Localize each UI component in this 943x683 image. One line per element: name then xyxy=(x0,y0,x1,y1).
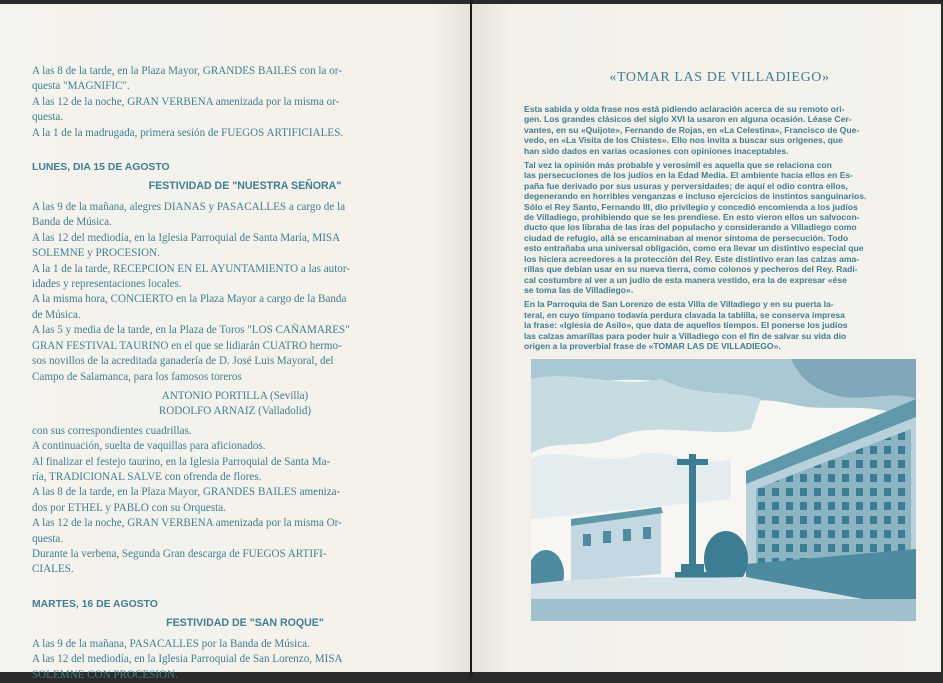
paragraph-2 xyxy=(524,160,915,295)
villadiego-photo xyxy=(531,359,916,621)
tuesday-schedule xyxy=(32,637,458,683)
text-line: Al finalizar el festejo taurino, en la Iglesia Parroquial de Santa Ma- xyxy=(32,455,331,468)
text-line: A continuación, suelta de vaquillas para aficionados. xyxy=(32,440,266,453)
torero-name: RODOLFO ARNAIZ (Valladolid) xyxy=(158,405,312,418)
text-line: rillas que debían usar en su nueva tierra, como colonos y pecheros del Rey. Radi- xyxy=(524,264,858,275)
text-line: A las 12 de la noche, GRAN VERBENA amenizada por la misma or- xyxy=(32,95,340,108)
text-line: la frase: «Iglesia de Asilo», que data de aquellos tiempos. El ponerse los judíos xyxy=(524,320,848,331)
text-line: paña fue derivado por sus usuras y perversidades; de aquí el odio contra ellos, xyxy=(524,180,848,191)
text-line: GRAN FESTIVAL TAURINO en el que se lidiarán CUATRO hermo- xyxy=(32,339,342,352)
text-line: A las 8 de la tarde, en la Plaza Mayor, GRANDES BAILES ameniza- xyxy=(32,486,341,499)
text-line: SOLEMNE y PROCESION. xyxy=(32,247,160,260)
day-heading-monday: LUNES, DIA 15 DE AGOSTO xyxy=(32,162,170,174)
text-line: A las 5 y media de la tarde, en la Plaza de Toros "LOS CAÑAMARES" xyxy=(32,324,350,337)
text-line: origen a la proverbial frase de «TOMAR LAS DE VILLADIEGO». xyxy=(524,340,781,351)
text-line: vantes, en su «Quijote», Fernando de Rojas, en «La Celestina», Francisco de Que- xyxy=(524,124,860,135)
text-line: SOLEMNE CON PROCESION. xyxy=(32,668,178,681)
text-line: Campo de Salamanca, para los famosos toreros xyxy=(32,370,242,383)
article-title: «TOMAR LAS DE VILLADIEGO» xyxy=(609,70,830,85)
text-line: questa "MAGNIFIC". xyxy=(32,80,130,93)
text-line: sos novillos de la acreditada ganadería de D. José Luis Mayoral, del xyxy=(32,355,334,368)
text-line: gen. Los grandes clásicos del siglo XVI la usaron en alguna ocasión. Léase Cer- xyxy=(524,114,852,125)
text-line: A las 9 de la mañana, alegres DIANAS y PASACALLES a cargo de la xyxy=(32,201,346,214)
text-line: degenerando en horribles venganzas e incluso ejercicios de instintos sanguinarios. xyxy=(524,191,867,202)
text-line: CIALES. xyxy=(32,563,74,576)
text-line: Sólo el Rey Santo, Fernando III, dio privilegio y concedió encomienda a los judíos xyxy=(524,201,858,212)
left-page xyxy=(0,4,470,681)
right-page xyxy=(472,4,941,672)
text-line: cal costumbre al ver a un judío de esta manera vestido, era la de expresar «ése xyxy=(524,274,847,285)
text-line: idades y representaciones locales. xyxy=(32,278,182,291)
text-line: las persecuciones de los judíos en la Edad Media. El ambiente hacia ellos en Es- xyxy=(524,170,854,181)
text-line: A la misma hora, CONCIERTO en la Plaza Mayor a cargo de la Banda xyxy=(32,293,347,306)
text-line: Banda de Música. xyxy=(32,216,112,229)
intro-block xyxy=(32,64,458,141)
text-line: con sus correspondientes cuadrillas. xyxy=(32,424,192,437)
festivity-nuestra-senora: FESTIVIDAD DE "NUESTRA SEÑORA" xyxy=(148,180,342,193)
paragraph-3 xyxy=(524,299,915,351)
monday-schedule xyxy=(32,200,458,578)
text-line: A las 8 de la tarde, en la Plaza Mayor, GRANDES BAILES con la or- xyxy=(32,65,342,77)
torero-name: ANTONIO PORTILLA (Sevilla) xyxy=(161,389,309,402)
text-line: questa. xyxy=(32,532,64,545)
text-line: ducto que los libraba de las iras del populacho y considerando a Villadiego como xyxy=(524,222,857,233)
text-line: han sido dados en varias ocasiones con opiniones inaceptables. xyxy=(524,145,789,156)
text-line: A las 9 de la mañana, PASACALLES por la Banda de Música. xyxy=(32,637,310,650)
villadiego-plaza-image xyxy=(531,359,916,621)
text-line: A la 1 de la madrugada, primera sesión de FUEGOS ARTIFICIALES. xyxy=(32,126,344,139)
text-line: vedo, en «La Visita de los Chistes». Ello nos invita a buscar sus orígenes, que xyxy=(524,135,843,146)
text-line: A la 1 de la tarde, RECEPCION EN EL AYUNTAMIENTO a las autor- xyxy=(32,262,350,275)
text-line: esto entrañaba una universal obligación, como era llevar un distintivo especial que xyxy=(524,243,864,254)
text-line: los hiciera acreedores a la protección del Rey. Este distintivo eran las calzas ama- xyxy=(524,253,860,264)
text-line: Durante la verbena, Segunda Gran descarga de FUEGOS ARTIFI- xyxy=(32,547,327,560)
text-line: A las 12 del mediodía, en la Iglesia Parroquial de San Lorenzo, MISA xyxy=(32,653,343,666)
text-line: questa. xyxy=(32,111,64,124)
text-line: En la Parroquia de San Lorenzo de esta Villa de Villadiego y en su puerta la- xyxy=(524,299,834,310)
text-line: ría, TRADICIONAL SALVE con ofrenda de flores. xyxy=(32,470,262,483)
text-line: dos por ETHEL y PABLO con su Orquesta. xyxy=(32,501,226,514)
text-line: de Villadiego, prohibiendo que se les prendiese. En esto vieron ellos un salvocon- xyxy=(524,212,860,223)
text-line: Esta sabida y oída frase nos está pidiendo aclaración acerca de su remoto ori- xyxy=(524,104,845,114)
text-line: de Música. xyxy=(32,308,81,321)
text-line: las calzas amarillas para poder huir a Villadiego con el fin de salvar su vida dio xyxy=(524,330,847,341)
day-heading-tuesday: MARTES, 16 DE AGOSTO xyxy=(32,598,158,610)
text-line: Tal vez la opinión más probable y verosímil es aquella que se relaciona con xyxy=(524,160,832,171)
text-line: ciudad de refugio, allá se encaminaban al menor síntoma de persecución. Todo xyxy=(524,232,849,243)
festivity-san-roque: FESTIVIDAD DE "SAN ROQUE" xyxy=(166,616,324,629)
text-line: A las 12 de la noche, GRAN VERBENA amenizada por la misma Or- xyxy=(32,517,342,530)
text-line: A las 12 del mediodía, en la Iglesia Parroquial de Santa María, MISA xyxy=(32,231,341,244)
paragraph-1 xyxy=(524,104,915,156)
text-line: teral, en cuyo tímpano todavía perdura clavada la tablilla, se conserva impresa xyxy=(524,309,845,320)
text-line: se toma las de Villadiego». xyxy=(524,284,634,295)
